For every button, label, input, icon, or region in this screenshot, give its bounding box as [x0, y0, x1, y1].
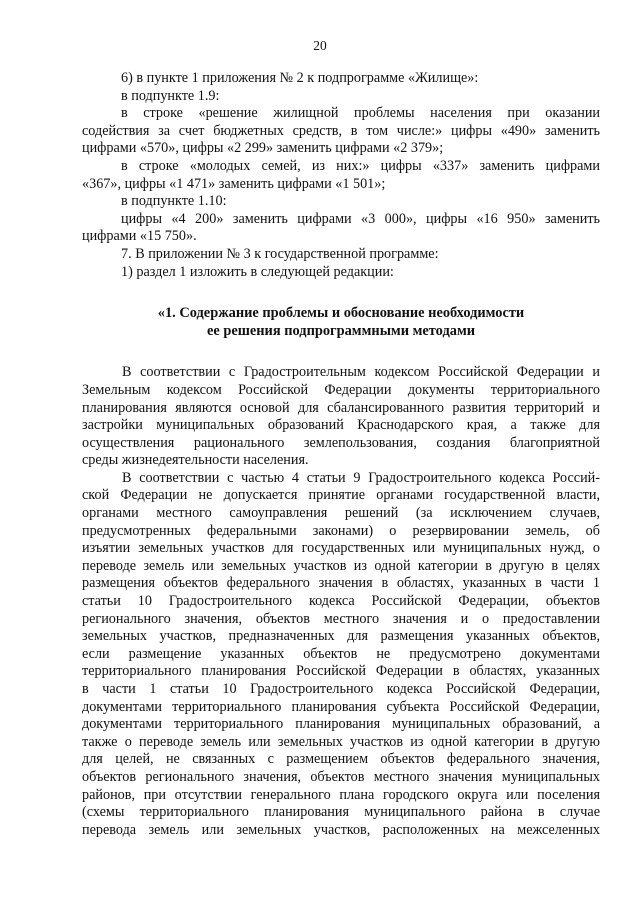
paragraph-2-line: органами местного самоуправления решений (за исключением случаев, [82, 505, 600, 522]
paragraph-2-line: предусмотренных федеральными законами) о резервировании земель, об [82, 522, 600, 539]
paragraph-2-line: статьи 10 Градостроительного кодекса Российской Федерации, объектов [82, 593, 600, 610]
document-body [82, 70, 600, 839]
paragraph-2-line: в части 1 статьи 10 Градостроительного кодекса Российской Федерации, [82, 681, 600, 697]
section-heading-line-2: ее решения подпрограммными методами [206, 322, 476, 339]
paragraph-2-line: документами территориального планирования субъекта Российской Федерации, [82, 698, 600, 715]
paragraph-2-line: также о переводе земель или земельных участков из одной категории в другую [82, 733, 600, 750]
amendment-line: «367», цифры «1 471» заменить цифрами «1 501»; [82, 175, 386, 192]
paragraph-2-line: размещения объектов федерального значения в областях, указанных в части 1 [82, 575, 600, 592]
amendment-line: 6) в пункте 1 приложения № 2 к подпрограмме «Жилище»: [121, 70, 479, 86]
paragraph-2-line: изъятии земельных участков для государственных или муниципальных нужд, о [82, 540, 600, 557]
paragraph-2-line: территориального планирования Российской Федерации в областях, указанных [82, 663, 600, 680]
paragraph-1 [82, 364, 600, 470]
paragraph-2 [82, 470, 600, 839]
section-heading [82, 305, 600, 340]
paragraph-2-line: объектов регионального значения, объектов местного значения муниципальных [82, 768, 600, 785]
paragraph-2-line: документами территориального планирования муниципальных образований, а [82, 716, 600, 733]
paragraph-2-line: (схемы территориального планирования муниципального района в случае [82, 804, 600, 821]
paragraph-2-line: переводе земель или земельных участков из одной категории в другую в целях [82, 557, 600, 574]
amendment-line: в подпункте 1.9: [121, 87, 220, 104]
paragraph-1-line: планирования являются основой для сбалансированного развития территорий и [82, 399, 600, 416]
paragraph-2-line: для целей, не связанных с размещением объектов федерального значения, [82, 751, 600, 768]
paragraph-2-line: В соответствии с частью 4 статьи 9 Градостроительного кодекса Россий- [122, 469, 600, 486]
amendment-line: 7. В приложении № 3 к государственной программе: [121, 245, 439, 262]
amendment-line: в строке «решение жилищной проблемы населения при оказании [121, 105, 600, 122]
paragraph-1-line: осуществления рационального землепользования, создания благоприятной [82, 434, 600, 451]
amendment-line: содействия за счет бюджетных средств, в том числе:» цифры «490» заменить [82, 122, 600, 139]
paragraph-2-line: перевода земель или земельных участков, расположенных на межселенных [82, 821, 600, 838]
amendment-line: в подпункте 1.10: [121, 193, 227, 210]
amendment-line: цифры «4 200» заменить цифрами «3 000», цифры «16 950» заменить [121, 210, 600, 227]
paragraph-2-line: регионального значения, объектов местного значения и о предоставлении [82, 610, 600, 627]
paragraph-2-line: районов, при отсутствии генерального плана городского округа или поселения [82, 786, 600, 803]
paragraph-2-line: если размещение указанных объектов не предусмотрено документами [82, 645, 600, 662]
paragraph-2-line: земельных участков, предназначенных для размещения указанных объектов, [82, 628, 600, 645]
paragraph-2-line: ской Федерации не допускается принятие органами государственной власти, [82, 487, 600, 504]
paragraph-1-line: В соответствии с Градостроительным кодексом Российской Федерации и [122, 364, 600, 381]
amendment-line: цифрами «15 750». [82, 228, 197, 245]
amendment-line: цифрами «570», цифры «2 299» заменить цифрами «2 379»; [82, 140, 444, 157]
paragraph-1-line: Земельным кодексом Российской Федерации документы территориального [82, 381, 600, 398]
amendment-line: в строке «молодых семей, из них:» цифры «337» заменить цифрами [121, 157, 600, 174]
section-heading-line-1: «1. Содержание проблемы и обоснование необходимости [157, 305, 525, 322]
paragraph-1-line: застройки муниципальных образований Краснодарского края, а также для [82, 417, 600, 434]
amendments-list [82, 70, 600, 281]
amendment-line: 1) раздел 1 изложить в следующей редакции: [121, 263, 394, 280]
paragraph-1-line: среды жизнедеятельности населения. [82, 452, 309, 469]
page-number: 20 [313, 38, 327, 53]
